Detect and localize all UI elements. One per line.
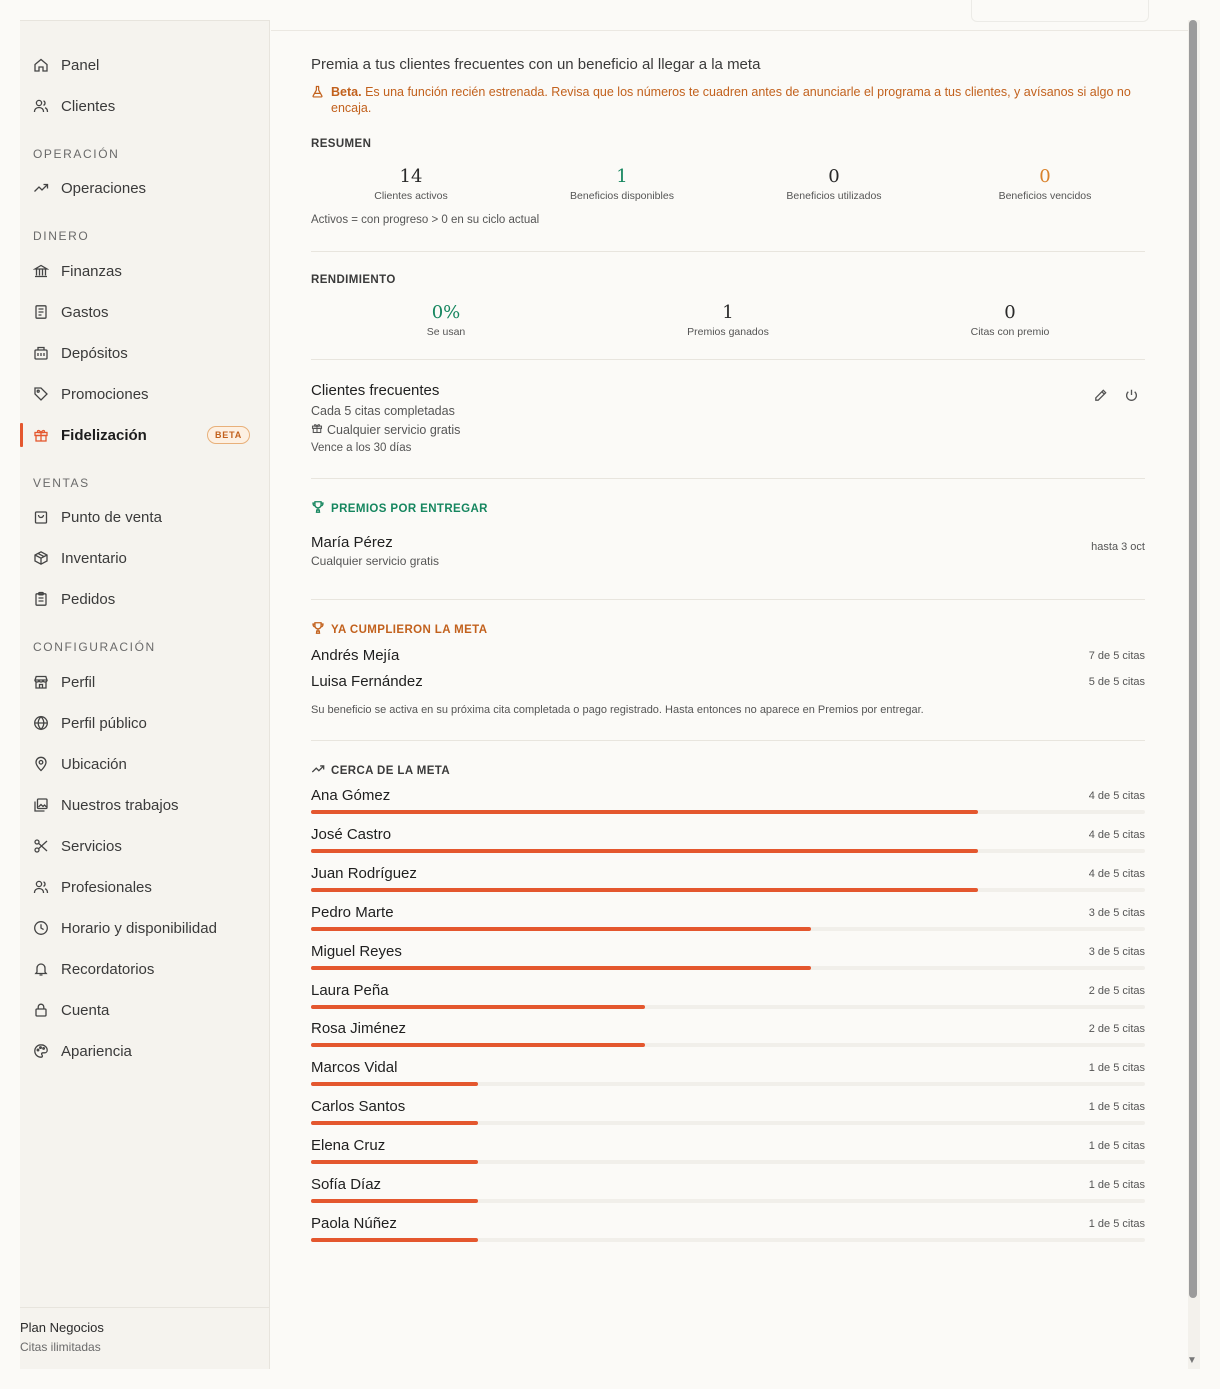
near-goal-row <box>311 865 1145 891</box>
sidebar-item-panel[interactable] <box>20 48 250 82</box>
beta-notice <box>311 84 1145 116</box>
gallery-icon <box>32 796 50 814</box>
client-name: Rosa Jiménez <box>311 1020 407 1038</box>
to-deliver-title <box>311 500 488 517</box>
near-goal-row <box>311 1020 1145 1046</box>
gift-icon <box>311 422 323 437</box>
divider <box>311 359 1145 360</box>
section-head-configuracion: CONFIGURACIÓN <box>33 640 156 654</box>
stat-label: Se usan <box>426 326 466 338</box>
sidebar-item-label: Recordatorios <box>61 960 155 978</box>
sidebar-item-label: Inventario <box>61 549 127 567</box>
stat-rewards-won <box>643 302 813 338</box>
sidebar-item-perfil-publico[interactable] <box>20 706 250 740</box>
scrollbar-thumb[interactable] <box>1189 20 1197 1298</box>
client-count: 3 de 5 citas <box>1088 945 1145 958</box>
beta-label: Beta. <box>331 85 362 99</box>
sidebar-item-label: Perfil público <box>61 714 147 732</box>
clock-icon <box>32 919 50 937</box>
client-name: Sofía Díaz <box>311 1176 382 1193</box>
near-goal-row <box>311 1098 1145 1124</box>
trend-icon <box>311 762 325 779</box>
progress-fill <box>311 1005 645 1009</box>
edit-button[interactable] <box>1090 385 1110 405</box>
section-head-ventas: VENTAS <box>33 476 90 490</box>
deliver-client-reward: Cualquier servicio gratis <box>311 554 440 568</box>
client-name: Andrés Mejía <box>311 647 400 664</box>
summary-title: RESUMEN <box>311 138 372 150</box>
plan-description: Citas ilimitadas <box>20 1340 101 1354</box>
divider <box>311 740 1145 741</box>
client-count: 1 de 5 citas <box>1088 1179 1145 1191</box>
deposit-icon <box>32 344 50 362</box>
progress-fill <box>311 810 978 814</box>
sidebar-item-label: Horario y disponibilidad <box>61 919 217 937</box>
sidebar-item-label: Servicios <box>61 837 122 855</box>
sidebar <box>20 20 270 1369</box>
page-subtitle: Premia a tus clientes frecuentes con un beneficio al llegar a la meta <box>311 56 761 73</box>
progress-track <box>311 810 1145 814</box>
progress-track <box>311 1043 1145 1047</box>
pin-icon <box>32 755 50 773</box>
stat-label: Premios ganados <box>687 326 769 338</box>
client-count: 4 de 5 citas <box>1088 867 1145 880</box>
home-icon <box>32 56 50 74</box>
box-icon <box>32 549 50 567</box>
progress-fill <box>311 966 811 970</box>
client-count: 1 de 5 citas <box>1088 1062 1145 1075</box>
users-icon <box>32 878 50 896</box>
beta-text: Es una función recién estrenada. Revisa que los números te cuadren antes de anunciarle el programa a tus clientes, y avísanos si algo no encaja. <box>331 85 1131 115</box>
client-name: Juan Rodríguez <box>311 864 417 882</box>
bell-icon <box>32 960 50 978</box>
stat-label: Beneficios vencidos <box>998 190 1092 202</box>
client-name: Miguel Reyes <box>311 942 402 960</box>
near-goal-row <box>311 943 1145 969</box>
near-goal-row <box>311 904 1145 930</box>
near-goal-row <box>311 787 1145 813</box>
near-goal-title-text: CERCA DE LA META <box>331 764 451 777</box>
near-goal-row <box>311 826 1145 852</box>
sidebar-item-finanzas[interactable] <box>20 254 250 288</box>
near-goal-row <box>311 1137 1145 1163</box>
progress-track <box>311 849 1145 853</box>
stat-available-benefits <box>537 166 707 202</box>
sidebar-item-label: Profesionales <box>61 878 152 896</box>
tag-icon <box>32 385 50 403</box>
clipboard-icon <box>32 590 50 608</box>
stat-expired-benefits <box>960 166 1130 202</box>
met-goal-row <box>311 647 1145 667</box>
sidebar-item-horario[interactable] <box>20 911 250 945</box>
program-expiry: Vence a los 30 días <box>311 442 412 454</box>
sidebar-item-fidelizacion[interactable] <box>20 418 250 452</box>
top-bar-control[interactable] <box>971 0 1149 22</box>
bank-icon <box>32 262 50 280</box>
progress-track <box>311 1005 1145 1009</box>
stat-active-clients <box>326 166 496 202</box>
near-goal-row <box>311 982 1145 1008</box>
scroll-down-arrow-icon[interactable]: ▼ <box>1187 1355 1197 1366</box>
divider <box>311 251 1145 252</box>
deliver-client-until: hasta 3 oct <box>1091 541 1145 553</box>
divider <box>311 599 1145 600</box>
bag-icon <box>32 508 50 526</box>
sidebar-item-operaciones[interactable] <box>20 171 250 205</box>
sidebar-item-perfil[interactable] <box>20 665 250 699</box>
client-name: Elena Cruz <box>311 1137 386 1155</box>
progress-fill <box>311 927 811 931</box>
progress-fill <box>311 849 978 853</box>
client-count: 5 de 5 citas <box>1088 676 1145 688</box>
progress-track <box>311 1082 1145 1086</box>
pencil-icon <box>1093 388 1108 403</box>
progress-track <box>311 966 1145 970</box>
toggle-power-button[interactable] <box>1121 385 1141 405</box>
section-head-dinero: DINERO <box>33 229 90 243</box>
near-goal-row <box>311 1059 1145 1085</box>
trophy-icon <box>311 621 325 638</box>
sidebar-item-profesionales[interactable] <box>20 870 250 904</box>
stat-value: 1 <box>722 302 734 323</box>
stat-reward-appointments <box>925 302 1095 338</box>
receipt-icon <box>32 303 50 321</box>
sidebar-item-label: Pedidos <box>61 590 116 608</box>
client-count: 4 de 5 citas <box>1088 828 1145 841</box>
sidebar-item-label: Clientes <box>61 97 116 115</box>
met-goal-row <box>311 673 1145 693</box>
progress-fill <box>311 1082 478 1086</box>
program-reward <box>311 422 460 437</box>
client-count: 1 de 5 citas <box>1088 1101 1145 1114</box>
progress-track <box>311 1160 1145 1164</box>
beta-badge: BETA <box>207 426 250 444</box>
client-name: José Castro <box>311 825 392 843</box>
deliver-client-name: María Pérez <box>311 534 393 551</box>
sidebar-item-promociones[interactable] <box>20 377 250 411</box>
sidebar-item-label: Fidelización <box>61 426 147 444</box>
sidebar-item-label: Operaciones <box>61 179 147 197</box>
sidebar-item-pedidos[interactable] <box>20 582 250 616</box>
sidebar-item-recordatorios[interactable] <box>20 952 250 986</box>
stat-value: 0 <box>1039 166 1051 187</box>
users-icon <box>32 97 50 115</box>
sidebar-item-label: Cuenta <box>61 1001 110 1019</box>
progress-fill <box>311 1043 645 1047</box>
client-name: Pedro Marte <box>311 903 394 921</box>
sidebar-item-label: Finanzas <box>61 262 122 280</box>
program-reward-text: Cualquier servicio gratis <box>327 422 461 437</box>
sidebar-item-gastos[interactable] <box>20 295 250 329</box>
client-name: Marcos Vidal <box>311 1059 398 1077</box>
store-icon <box>32 673 50 691</box>
sidebar-item-inventario[interactable] <box>20 541 250 575</box>
client-name: Carlos Santos <box>311 1098 406 1116</box>
near-goal-row <box>311 1215 1145 1241</box>
progress-fill <box>311 1121 478 1125</box>
trophy-icon <box>311 500 325 517</box>
sidebar-item-label: Nuestros trabajos <box>61 796 179 814</box>
progress-fill <box>311 888 978 892</box>
stat-label: Citas con premio <box>970 326 1050 338</box>
client-name: Paola Núñez <box>311 1214 397 1232</box>
client-count: 3 de 5 citas <box>1088 906 1145 919</box>
sidebar-item-servicios[interactable] <box>20 829 250 863</box>
sidebar-item-label: Gastos <box>61 303 109 321</box>
performance-title: RENDIMIENTO <box>311 274 396 286</box>
client-name: Laura Peña <box>311 981 389 999</box>
plan-name: Plan Negocios <box>20 1320 104 1335</box>
sidebar-item-nuestros-trabajos[interactable] <box>20 788 250 822</box>
progress-track <box>311 888 1145 892</box>
sidebar-item-apariencia[interactable] <box>20 1034 250 1068</box>
sidebar-item-label: Panel <box>61 56 100 74</box>
sidebar-item-label: Punto de venta <box>61 508 162 526</box>
progress-track <box>311 927 1145 931</box>
client-count: 7 de 5 citas <box>1088 650 1145 662</box>
sidebar-item-depositos[interactable] <box>20 336 250 370</box>
progress-track <box>311 1121 1145 1125</box>
client-count: 2 de 5 citas <box>1088 984 1145 997</box>
to-deliver-title-text: PREMIOS POR ENTREGAR <box>331 502 488 515</box>
sidebar-item-label: Depósitos <box>61 344 128 362</box>
top-bar <box>271 0 1188 31</box>
client-name: Luisa Fernández <box>311 673 423 690</box>
trend-icon <box>32 179 50 197</box>
met-goal-title-text: YA CUMPLIERON LA META <box>331 623 488 636</box>
stat-value: 0 <box>1004 302 1016 323</box>
scissors-icon <box>32 837 50 855</box>
sidebar-item-label: Apariencia <box>61 1042 132 1060</box>
program-rule: Cada 5 citas completadas <box>311 404 455 418</box>
sidebar-item-cuenta[interactable] <box>20 993 250 1027</box>
client-count: 1 de 5 citas <box>1088 1217 1145 1230</box>
stat-used-benefits <box>749 166 919 202</box>
palette-icon <box>32 1042 50 1060</box>
stat-value: 0 <box>828 166 840 187</box>
flask-icon <box>311 84 331 116</box>
sidebar-item-punto-de-venta[interactable] <box>20 500 250 534</box>
near-goal-row <box>311 1176 1145 1202</box>
client-count: 2 de 5 citas <box>1088 1023 1145 1036</box>
progress-track <box>311 1238 1145 1242</box>
met-goal-title <box>311 621 487 638</box>
stat-value: 14 <box>399 166 423 187</box>
met-goal-note: Su beneficio se activa en su próxima cita completada o pago registrado. Hasta entonces no aparece en Premios por entregar. <box>311 704 924 716</box>
globe-icon <box>32 714 50 732</box>
progress-fill <box>311 1199 478 1203</box>
power-icon <box>1124 388 1139 403</box>
gift-icon <box>32 426 50 444</box>
plan-info <box>20 1307 270 1369</box>
divider <box>311 478 1145 479</box>
client-name: Ana Gómez <box>311 787 391 804</box>
progress-fill <box>311 1238 478 1242</box>
stat-label: Beneficios utilizados <box>786 190 882 202</box>
progress-fill <box>311 1160 478 1164</box>
sidebar-item-label: Perfil <box>61 673 96 691</box>
stat-label: Beneficios disponibles <box>570 190 674 202</box>
client-count: 1 de 5 citas <box>1088 1140 1145 1153</box>
sidebar-item-label: Promociones <box>61 385 149 403</box>
near-goal-title <box>311 762 450 779</box>
stat-usage-rate <box>361 302 531 338</box>
sidebar-item-ubicacion[interactable] <box>20 747 250 781</box>
stat-label: Clientes activos <box>374 190 448 202</box>
summary-note: Activos = con progreso > 0 en su ciclo actual <box>311 214 540 226</box>
progress-track <box>311 1199 1145 1203</box>
sidebar-item-clientes[interactable] <box>20 89 250 123</box>
section-head-operacion: OPERACIÓN <box>33 147 120 161</box>
stat-value: 0% <box>431 302 461 323</box>
program-title: Clientes frecuentes <box>311 382 440 399</box>
client-count: 4 de 5 citas <box>1088 790 1145 802</box>
lock-icon <box>32 1001 50 1019</box>
stat-value: 1 <box>616 166 628 187</box>
sidebar-item-label: Ubicación <box>61 755 127 773</box>
